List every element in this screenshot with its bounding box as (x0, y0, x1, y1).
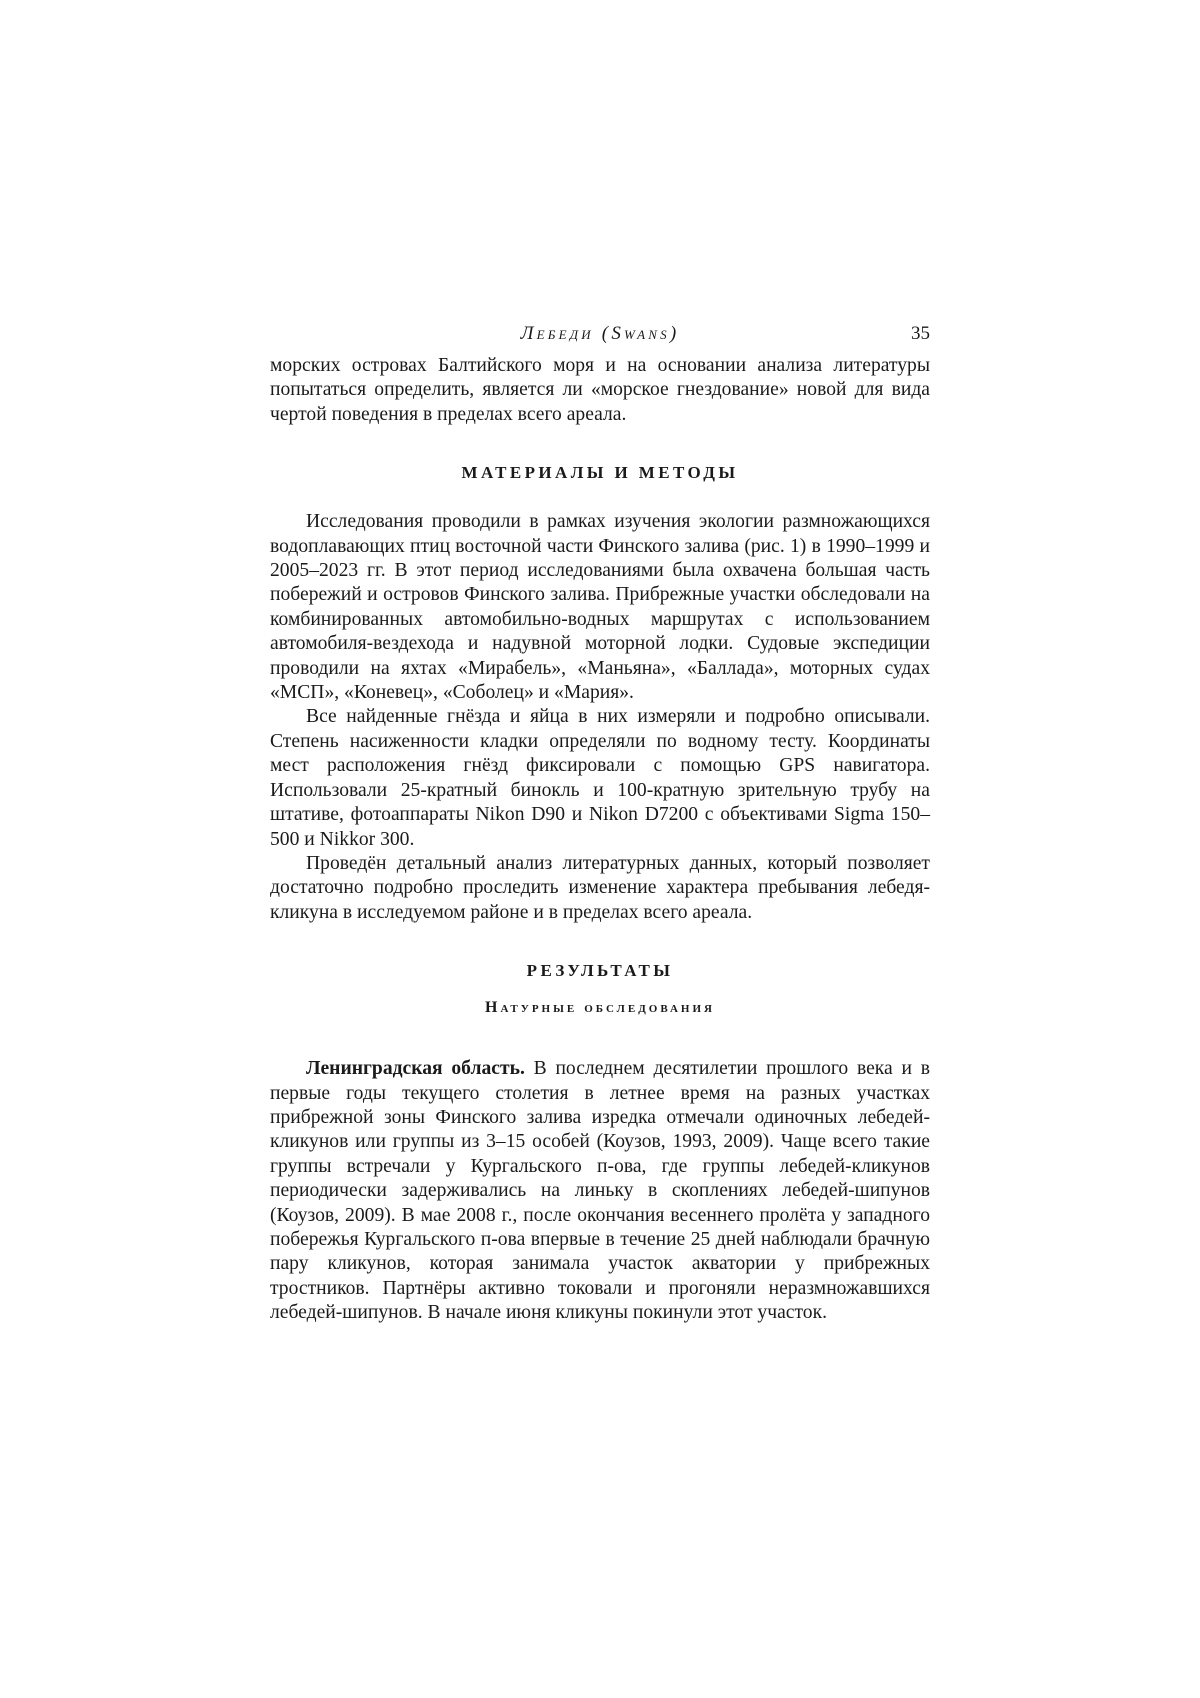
running-title: Лебеди (Swans) (520, 323, 680, 344)
materials-paragraph-1: Исследования проводили в рамках изучения экологии размножающихся водоплавающих птиц восточной части Финского залива (рис. 1) в 1990–1999 и 2005–2023 гг. В этот период исследованиями была охвачена большая часть побережий и островов Финского залива. Прибрежные участки обследовали на комбинированных автомобильно-водных маршрутах с использованием автомобиля-вездехода и надувной моторной лодки. Судовые экспедиции проводили на яхтах «Мирабель», «Маньяна», «Баллада», моторных судах «МСП», «Коневец», «Соболец» и «Мария». (270, 511, 930, 704)
materials-paragraph-2: Все найденные гнёзда и яйца в них измеряли и подробно описывали. Степень насиженности кладки определяли по водному тесту. Координаты мест расположения гнёзд фиксировали с помощью GPS навигатора. Использовали 25-кратный бинокль и 100-кратную зрительную трубу на штативе, фотоаппараты Nikon D90 и Nikon D7200 с объективами Sigma 150–500 и Nikkor 300. (270, 706, 930, 850)
page (270, 318, 930, 1326)
running-header (270, 318, 930, 354)
materials-heading: МАТЕРИАЛЫ И МЕТОДЫ (461, 463, 739, 483)
leningrad-paragraph (270, 1057, 930, 1325)
leningrad-text: В последнем десятилетии прошлого века и в первые годы текущего столетия в летнее время на разных участках прибрежной зоны Финского залива изредка отмечали одиночных лебедей-кликунов или группы из 3–15 особей (Коузов, 1993, 2009). Чаще всего такие группы встречали у Кургальского п-ова, где группы лебедей-кликунов периодически задерживались на линьку в скоплениях лебедей-шипунов (Коузов, 2009). В мае 2008 г., после окончания весеннего пролёта у западного побережья Кургальского п-ова впервые в течение 25 дней наблюдали брачную пару кликунов, которая занимала участок акватории у прибрежных тростников. Партнёры активно токовали и прогоняли неразмножавшихся лебедей-шипунов. В начале июня кликуны покинули этот участок. (270, 1058, 930, 1324)
materials-paragraph-3: Проведён детальный анализ литературных данных, который позволяет достаточно подробно проследить изменение характера пребывания лебедя-кликуна в исследуемом районе и в пределах всего ареала. (270, 852, 930, 923)
intro-paragraph: морских островах Балтийского моря и на основании анализа литературы попытаться определить, является ли «морское гнездование» новой для вида чертой поведения в пределах всего ареала. (270, 355, 930, 425)
field-surveys-subheading: Натурные обследования (485, 999, 715, 1017)
leningrad-lead: Ленинградская область. (306, 1058, 525, 1080)
results-heading: РЕЗУЛЬТАТЫ (526, 961, 674, 981)
page-number: 35 (911, 323, 930, 344)
